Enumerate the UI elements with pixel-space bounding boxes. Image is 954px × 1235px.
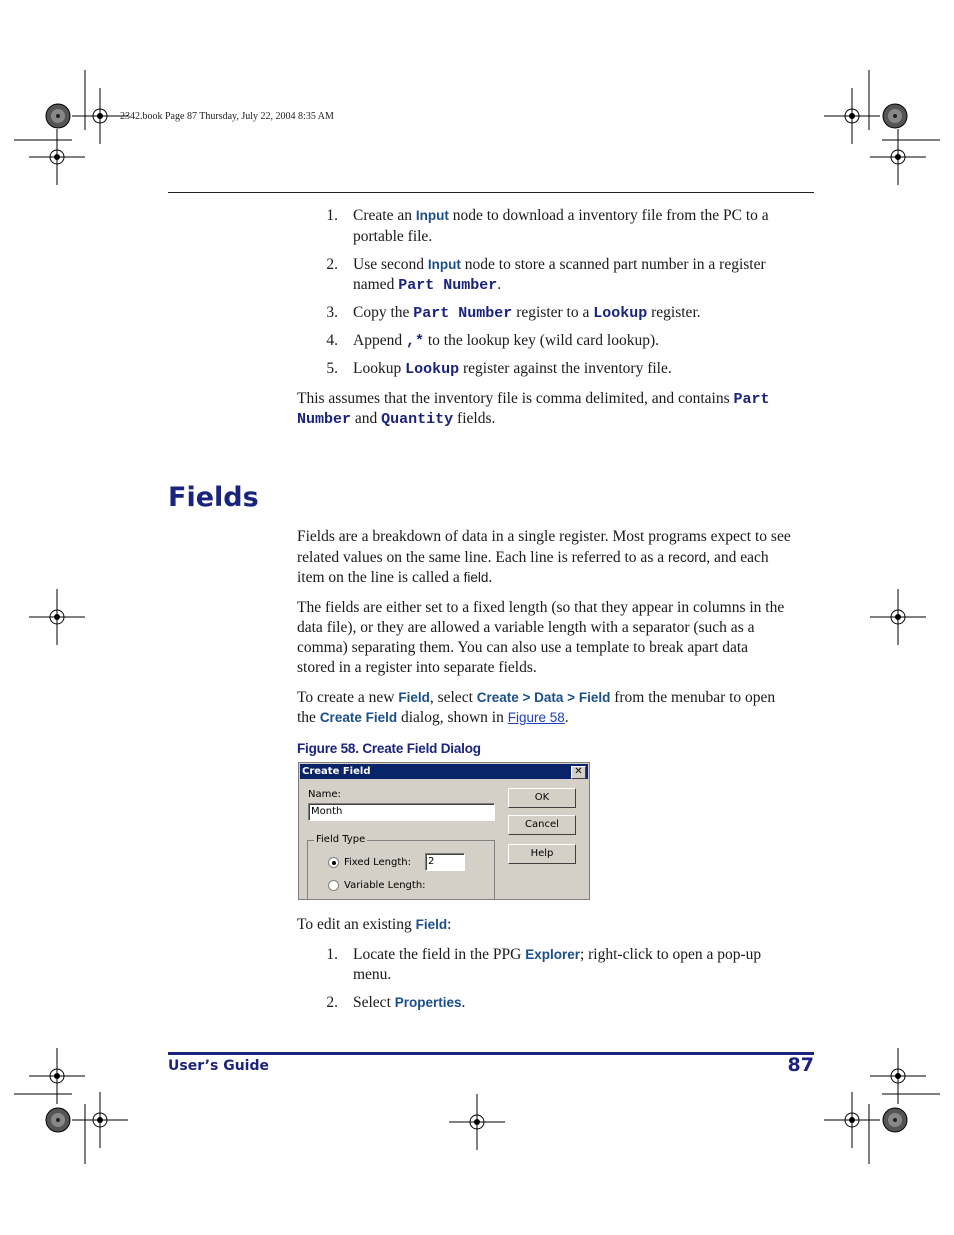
list-item-text (353, 331, 659, 353)
page-number: 87 (787, 1054, 814, 1076)
header-rule (168, 192, 814, 193)
paragraph-line: The fields are either set to a fixed length (so that they appear in columns in the (297, 599, 785, 616)
text: . (488, 569, 493, 586)
paragraph-line (297, 688, 775, 709)
name-input[interactable]: Month (308, 803, 495, 821)
section-heading: Fields (168, 482, 259, 513)
paragraph-line: comma) separating them. You can also use a template to break apart data (297, 639, 749, 656)
register-name: Part Number (398, 277, 498, 294)
variable-length-radio[interactable] (328, 880, 339, 891)
fixed-length-input[interactable]: 2 (425, 853, 465, 871)
text: , select (429, 689, 477, 706)
text: . (461, 994, 466, 1011)
print-stamp: 2342.book Page 87 Thursday, July 22, 2004 8:35 AM (120, 111, 334, 122)
text: register against the inventory file. (459, 360, 672, 377)
list-item-text (353, 275, 501, 297)
text: register. (647, 304, 701, 321)
text: To edit an existing (297, 916, 416, 933)
term: field (463, 570, 489, 585)
text: This assumes that the inventory file is comma delimited, and contains (297, 390, 734, 407)
field-type-group (307, 840, 495, 900)
list-item-text (353, 206, 769, 227)
paragraph-line: stored in a register into separate fields. (297, 659, 537, 676)
field-type-label: Field Type (316, 834, 366, 845)
text: Create an (353, 207, 416, 224)
list-number: 3. (326, 304, 338, 321)
text: Append (353, 332, 406, 349)
text: . (564, 709, 569, 726)
text: the (297, 709, 320, 726)
text: . (497, 276, 502, 293)
cancel-button[interactable]: Cancel (508, 815, 576, 835)
ui-term: Create Field (319, 710, 398, 725)
list-item-text (353, 359, 672, 381)
text: Copy the (353, 304, 414, 321)
text: Select (353, 994, 395, 1011)
term: record (667, 550, 707, 565)
ui-term: Explorer (525, 947, 580, 962)
text: fields. (453, 410, 496, 427)
dialog-title: Create Field (302, 766, 371, 777)
paragraph-line (297, 389, 770, 411)
paragraph-line: data file), or they are allowed a variable length with a separator (such as a (297, 619, 755, 636)
list-number: 2. (326, 994, 338, 1011)
list-number: 4. (326, 332, 338, 349)
register-name: Lookup (593, 305, 648, 322)
create-field-dialog (298, 762, 590, 900)
list-item-text (353, 303, 701, 325)
text: Locate the field in the PPG (353, 946, 526, 963)
list-item-text: menu. (353, 966, 392, 983)
ui-term: Properties (394, 995, 462, 1010)
text: register to a (512, 304, 594, 321)
paragraph-line: Fields are a breakdown of data in a single register. Most programs expect to see (297, 528, 791, 545)
text: node to download a inventory file from the PC to a (448, 207, 769, 224)
help-button[interactable]: Help (508, 844, 576, 864)
ui-term: Field (415, 917, 448, 932)
text: node to store a scanned part number in a register (460, 256, 766, 273)
code-token: ,* (405, 333, 424, 350)
fixed-length-label: Fixed Length: (344, 857, 411, 868)
text: named (353, 276, 399, 293)
footer-title: User’s Guide (168, 1058, 269, 1074)
text: related values on the same line. Each line is referred to as a (297, 549, 668, 566)
register-name: Lookup (405, 361, 460, 378)
list-number: 1. (326, 946, 338, 963)
ui-term: Input (415, 208, 449, 223)
text: Lookup (353, 360, 406, 377)
text: , and each (706, 549, 769, 566)
variable-length-label: Variable Length: (344, 880, 426, 891)
footer-rule (168, 1052, 814, 1055)
text: item on the line is called a (297, 569, 464, 586)
list-item-text (353, 945, 761, 966)
edit-intro (297, 915, 451, 936)
ui-term: Input (427, 257, 461, 272)
text: and (351, 410, 382, 427)
text: dialog, shown in (397, 709, 508, 726)
paragraph-line (297, 409, 495, 431)
paragraph-line (297, 548, 769, 569)
name-label: Name: (308, 789, 341, 800)
dialog-title-bar (300, 764, 588, 779)
list-number: 5. (326, 360, 338, 377)
field-name: Number (297, 411, 352, 428)
menu-path: Create > Data > Field (476, 690, 611, 705)
text: Use second (353, 256, 428, 273)
register-name: Part Number (413, 305, 513, 322)
field-name: Quantity (381, 411, 454, 428)
field-name: Part (733, 391, 770, 408)
list-item-text: portable file. (353, 228, 433, 245)
list-item-text (353, 255, 766, 276)
text: To create a new (297, 689, 399, 706)
text: to the lookup key (wild card lookup). (423, 332, 660, 349)
close-icon[interactable]: ✕ (571, 766, 586, 779)
figure-link[interactable]: Figure 58 (507, 710, 565, 725)
fixed-length-radio[interactable] (328, 857, 339, 868)
figure-caption: Figure 58. Create Field Dialog (297, 741, 481, 756)
ok-button[interactable]: OK (508, 788, 576, 808)
ui-term: Field (398, 690, 430, 705)
paragraph-line (297, 568, 492, 589)
text: : (447, 916, 452, 933)
list-item-text (353, 993, 465, 1014)
list-number: 2. (326, 256, 338, 273)
paragraph-line (297, 708, 569, 729)
text: ; right-click to open a pop-up (579, 946, 762, 963)
list-number: 1. (326, 207, 338, 224)
text: from the menubar to open (610, 689, 776, 706)
